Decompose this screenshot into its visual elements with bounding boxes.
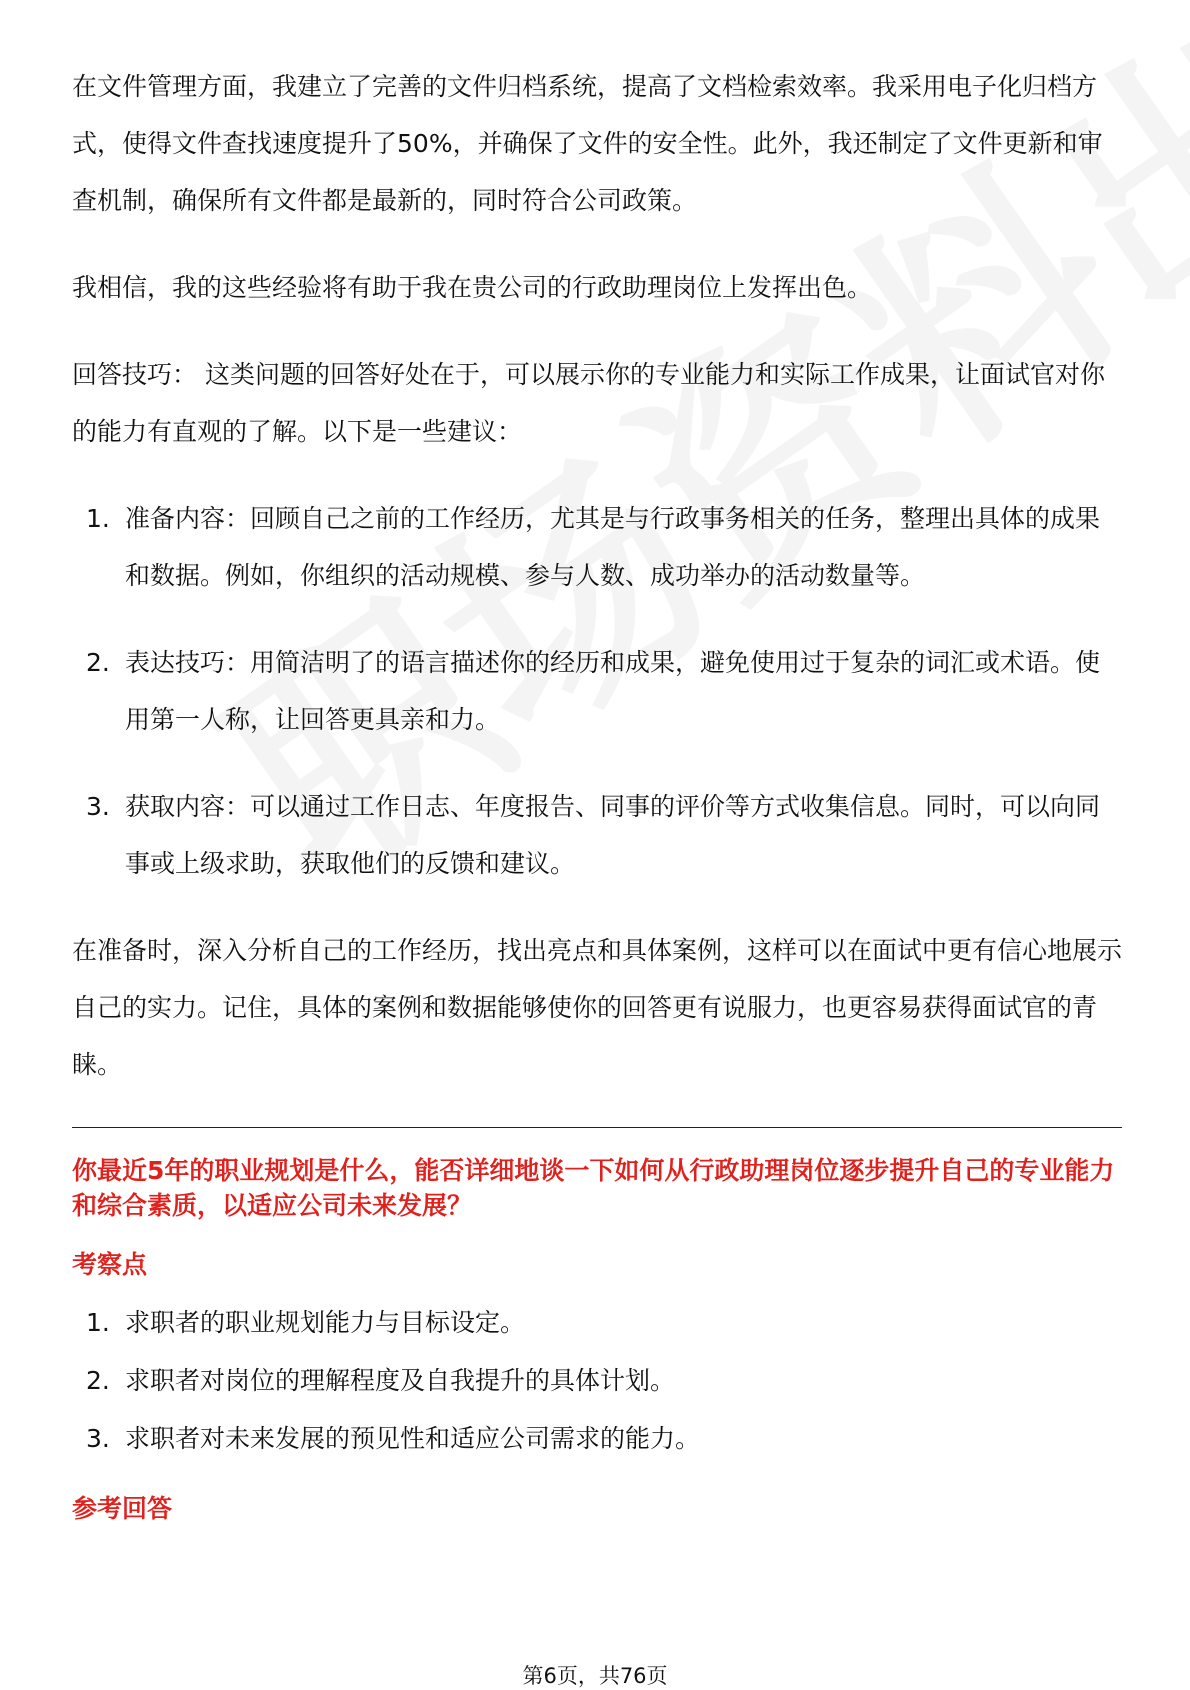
list-item bbox=[72, 1357, 1122, 1405]
list-item bbox=[72, 1415, 1122, 1463]
paragraph-file-management: 在文件管理方面，我建立了完善的文件归档系统，提高了文档检索效率。我采用电子化归档方式，使得文件查找速度提升了50%，并确保了文件的安全性。此外，我还制定了文件更新和审查机制，确保所有文件都是最新的，同时符合公司政策。 bbox=[72, 72, 1103, 215]
tips-list bbox=[72, 490, 1122, 892]
list-item-text: 求职者对未来发展的预见性和适应公司需求的能力。 bbox=[125, 1424, 701, 1453]
list-item-text: 获取内容：可以通过工作日志、年度报告、同事的评价等方式收集信息。同时，可以向同事或上级求助，获取他们的反馈和建议。 bbox=[125, 792, 1101, 878]
list-number: 3. bbox=[86, 792, 110, 821]
list-item bbox=[72, 490, 1122, 604]
paragraph-belief: 我相信，我的这些经验将有助于我在贵公司的行政助理岗位上发挥出色。 bbox=[72, 273, 873, 302]
section-heading-cankao: 参考回答 bbox=[72, 1494, 173, 1523]
section-divider bbox=[72, 1127, 1122, 1128]
question-heading: 你最近5年的职业规划是什么，能否详细地谈一下如何从行政助理岗位逐步提升自己的专业能力和综合素质，以适应公司未来发展？ bbox=[72, 1156, 1115, 1220]
list-number: 3. bbox=[86, 1424, 110, 1453]
kaochadian-list bbox=[72, 1299, 1122, 1463]
list-number: 1. bbox=[86, 1308, 110, 1337]
list-item-text: 准备内容：回顾自己之前的工作经历，尤其是与行政事务相关的任务，整理出具体的成果和数据。例如，你组织的活动规模、参与人数、成功举办的活动数量等。 bbox=[125, 504, 1101, 590]
list-item-text: 求职者的职业规划能力与目标设定。 bbox=[125, 1308, 526, 1337]
list-item bbox=[72, 1299, 1122, 1347]
list-item bbox=[72, 778, 1122, 892]
page-footer: 第6页，共76页 bbox=[522, 1664, 668, 1688]
document-page bbox=[72, 58, 1122, 1543]
paragraph-closing: 在准备时，深入分析自己的工作经历，找出亮点和具体案例，这样可以在面试中更有信心地展示自己的实力。记住，具体的案例和数据能够使你的回答更有说服力，也更容易获得面试官的青睐。 bbox=[72, 936, 1123, 1079]
list-item-text: 求职者对岗位的理解程度及自我提升的具体计划。 bbox=[125, 1366, 676, 1395]
section-heading-kaochadian: 考察点 bbox=[72, 1250, 148, 1279]
paragraph-answer-tips: 回答技巧： 这类问题的回答好处在于，可以展示你的专业能力和实际工作成果，让面试官对你的能力有直观的了解。以下是一些建议： bbox=[72, 360, 1105, 446]
list-number: 2. bbox=[86, 1366, 110, 1395]
list-number: 2. bbox=[86, 648, 110, 677]
list-item bbox=[72, 634, 1122, 748]
list-number: 1. bbox=[86, 504, 110, 533]
list-item-text: 表达技巧：用简洁明了的语言描述你的经历和成果，避免使用过于复杂的词汇或术语。使用第一人称，让回答更具亲和力。 bbox=[125, 648, 1101, 734]
